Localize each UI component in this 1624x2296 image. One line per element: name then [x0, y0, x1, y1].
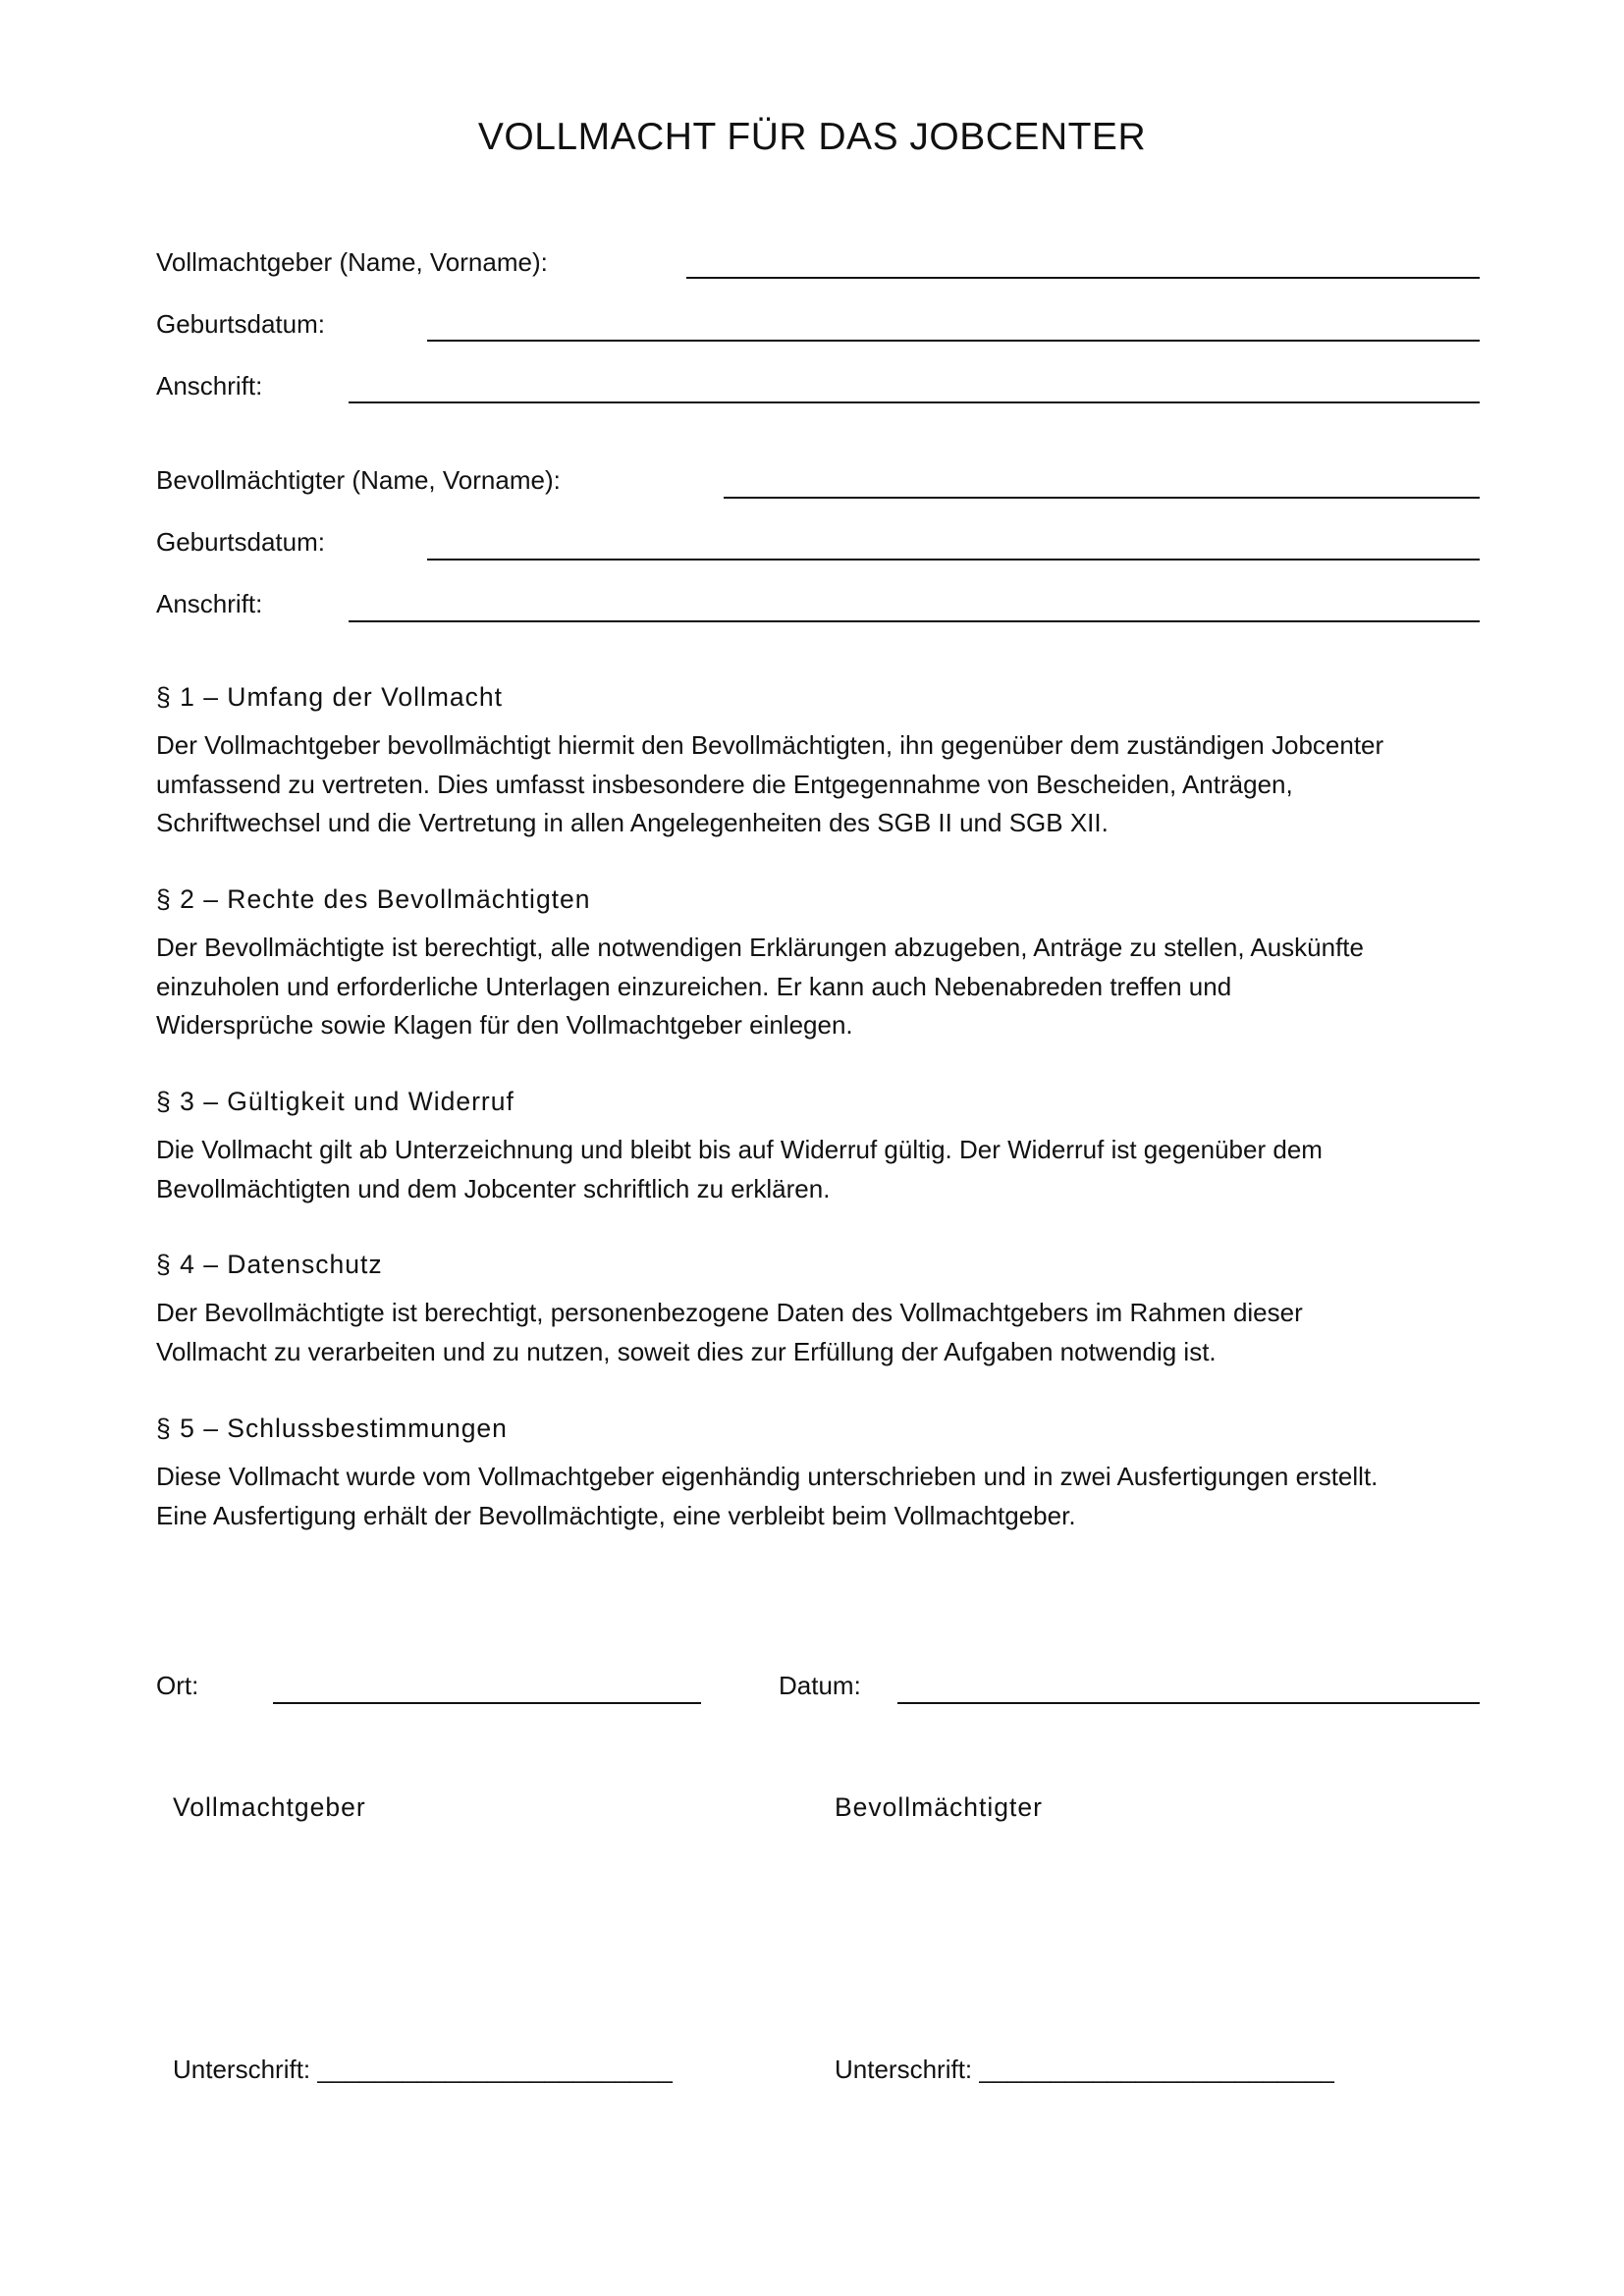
section-2-line: Widersprüche sowie Klagen für den Vollmachtgeber einlegen.	[156, 1010, 853, 1040]
date-label: Datum:	[779, 1671, 861, 1700]
attorney-name-label: Bevollmächtigter (Name, Vorname):	[156, 465, 561, 495]
section-1-heading: § 1 – Umfang der Vollmacht	[156, 682, 504, 712]
attorney-birthdate-field[interactable]	[427, 559, 1480, 561]
section-4-heading: § 4 – Datenschutz	[156, 1250, 383, 1279]
section-3-text	[156, 1131, 1491, 1208]
section-2-line: Der Bevollmächtigte ist berechtigt, alle notwendigen Erklärungen abzugeben, Anträge zu stellen, Auskünfte	[156, 933, 1364, 962]
section-2-text	[156, 929, 1491, 1045]
section-4-text	[156, 1294, 1491, 1371]
section-5-line: Eine Ausfertigung erhält der Bevollmächtigte, eine verbleibt beim Vollmachtgeber.	[156, 1500, 1076, 1530]
grantor-signature-field[interactable]: Unterschrift: _________________________	[173, 2055, 673, 2084]
grantor-name-label: Vollmachtgeber (Name, Vorname):	[156, 247, 548, 277]
section-2-heading: § 2 – Rechte des Bevollmächtigten	[156, 884, 591, 914]
section-5-heading: § 5 – Schlussbestimmungen	[156, 1414, 508, 1443]
attorney-address-label: Anschrift:	[156, 589, 263, 618]
section-3-heading: § 3 – Gültigkeit und Widerruf	[156, 1087, 514, 1116]
page-title: VOLLMACHT FÜR DAS JOBCENTER	[477, 116, 1147, 158]
grantor-address-field[interactable]	[349, 401, 1480, 403]
section-2-line: einzuholen und erforderliche Unterlagen einzureichen. Er kann auch Nebenabreden treffen und	[156, 971, 1232, 1001]
grantor-birthdate-label: Geburtsdatum:	[156, 309, 325, 339]
attorney-birthdate-label: Geburtsdatum:	[156, 527, 325, 557]
attorney-address-field[interactable]	[349, 620, 1480, 622]
attorney-signature-field[interactable]: Unterschrift: _________________________	[835, 2055, 1334, 2084]
attorney-name-field[interactable]	[724, 497, 1480, 499]
section-3-line: Die Vollmacht gilt ab Unterzeichnung und bleibt bis auf Widerruf gültig. Der Widerruf ist gegenüber dem	[156, 1135, 1323, 1164]
attorney-role-label: Bevollmächtigter	[835, 1792, 1043, 1822]
section-1-line: Schriftwechsel und die Vertretung in allen Angelegenheiten des SGB II und SGB XII.	[156, 808, 1109, 837]
section-4-line: Der Bevollmächtigte ist berechtigt, personenbezogene Daten des Vollmachtgebers im Rahmen dieser	[156, 1298, 1303, 1327]
section-5-line: Diese Vollmacht wurde vom Vollmachtgeber eigenhändig unterschrieben und in zwei Ausfertigungen erstellt.	[156, 1462, 1379, 1491]
date-field[interactable]	[897, 1702, 1480, 1704]
section-1-text	[156, 726, 1491, 843]
place-field[interactable]	[273, 1702, 701, 1704]
section-3-line: Bevollmächtigten und dem Jobcenter schriftlich zu erklären.	[156, 1173, 831, 1203]
grantor-name-field[interactable]	[686, 277, 1480, 279]
grantor-role-label: Vollmachtgeber	[173, 1792, 366, 1822]
section-5-text	[156, 1458, 1491, 1535]
section-1-line: umfassend zu vertreten. Dies umfasst insbesondere die Entgegennahme von Bescheiden, Anträgen,	[156, 769, 1293, 799]
grantor-birthdate-field[interactable]	[427, 340, 1480, 342]
section-4-line: Vollmacht zu verarbeiten und zu nutzen, soweit dies zur Erfüllung der Aufgaben notwendig ist.	[156, 1336, 1217, 1366]
section-1-line: Der Vollmachtgeber bevollmächtigt hiermit den Bevollmächtigten, ihn gegenüber dem zuständigen Jobcenter	[156, 730, 1384, 760]
grantor-address-label: Anschrift:	[156, 371, 263, 400]
place-label: Ort:	[156, 1671, 199, 1700]
